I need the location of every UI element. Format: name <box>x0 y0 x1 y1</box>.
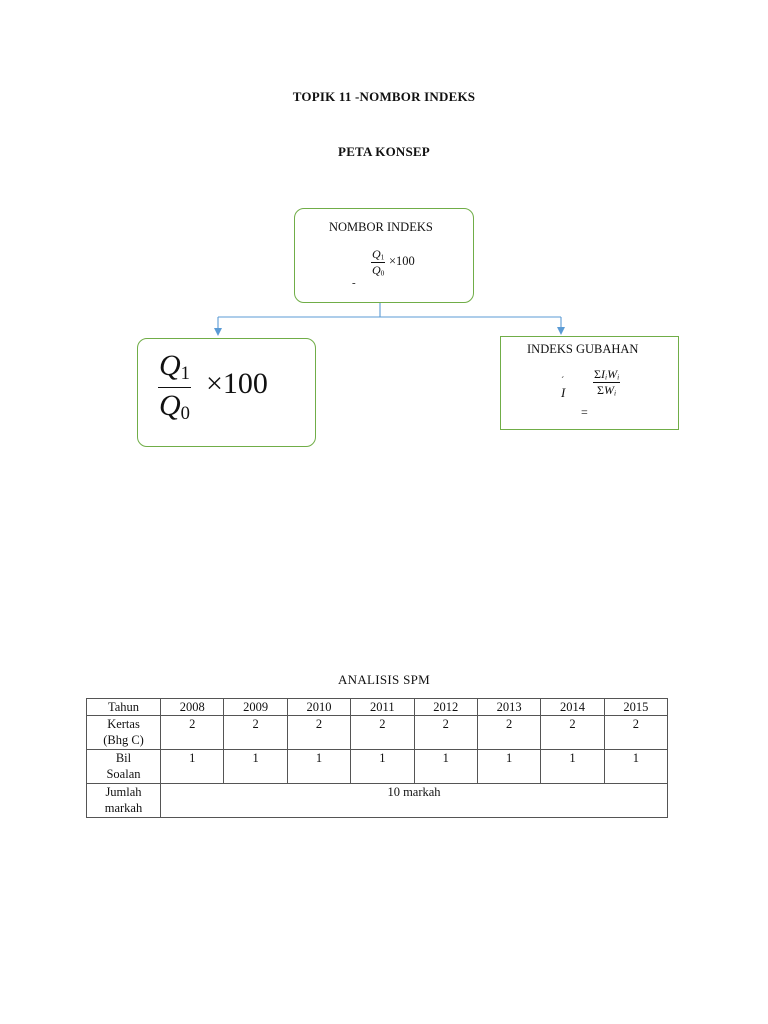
row-label-cell: Bil Soalan <box>87 750 161 784</box>
composite-index-box <box>500 336 679 430</box>
large-index-fraction <box>158 351 191 423</box>
value-cell: 2 <box>604 716 667 750</box>
accent-mark: ˊ <box>561 376 565 387</box>
value-cell: 2 <box>541 716 604 750</box>
analysis-title: ANALISIS SPM <box>337 672 431 687</box>
composite-index-symbol: I <box>561 385 566 400</box>
times-hundred: ×100 <box>389 254 415 268</box>
value-cell: 1 <box>604 750 667 784</box>
index-number-box <box>294 208 474 303</box>
equals-sign: = <box>581 405 588 419</box>
year-header-cell: 2008 <box>161 699 224 716</box>
section-title: PETA KONSEP <box>338 144 430 159</box>
row-label-cell: Kertas (Bhg C) <box>87 716 161 750</box>
table-row <box>87 750 668 784</box>
year-header-cell: 2010 <box>287 699 350 716</box>
header-cell: Tahun <box>87 699 161 716</box>
value-cell: 2 <box>351 716 414 750</box>
value-cell: 2 <box>287 716 350 750</box>
value-cell: 1 <box>414 750 477 784</box>
fraction-numerator: $Q_1$ <box>372 247 385 262</box>
year-header-cell: 2011 <box>351 699 414 716</box>
value-cell: 1 <box>161 750 224 784</box>
page-title: TOPIK 11 -NOMBOR INDEKS <box>292 89 476 104</box>
fraction-denominator: ΣWi <box>597 383 617 398</box>
table-row <box>87 716 668 750</box>
value-cell: 1 <box>351 750 414 784</box>
year-header-cell: 2015 <box>604 699 667 716</box>
value-cell: 1 <box>287 750 350 784</box>
composite-index-fraction <box>593 368 620 397</box>
simple-index-fraction <box>371 248 385 277</box>
year-header-cell: 2013 <box>477 699 540 716</box>
fraction-numerator: $Q_1$ <box>158 351 191 388</box>
value-cell: 2 <box>414 716 477 750</box>
total-marks-cell: 10 markah <box>161 784 668 818</box>
table-row <box>87 784 668 818</box>
times-hundred: ×100 <box>206 367 268 400</box>
value-cell: 2 <box>477 716 540 750</box>
value-cell: 1 <box>224 750 287 784</box>
value-cell: 1 <box>477 750 540 784</box>
value-cell: 2 <box>224 716 287 750</box>
year-header-cell: 2014 <box>541 699 604 716</box>
fraction-numerator: ΣIiWi <box>594 367 620 382</box>
fraction-denominator: $Q_0$ <box>159 388 190 424</box>
row-label-cell: Jumlah markah <box>87 784 161 818</box>
year-header-cell: 2009 <box>224 699 287 716</box>
fraction-denominator: $Q_0$ <box>372 263 385 278</box>
index-number-label: NOMBOR INDEKS <box>329 220 433 234</box>
table-header-row <box>87 699 668 716</box>
year-header-cell: 2012 <box>414 699 477 716</box>
dash-mark: - <box>352 277 356 289</box>
value-cell: 2 <box>161 716 224 750</box>
composite-index-label: INDEKS GUBAHAN <box>527 342 639 356</box>
arrow-down-icon <box>557 327 565 335</box>
value-cell: 1 <box>541 750 604 784</box>
simple-index-box <box>137 338 316 447</box>
spm-analysis-table <box>86 698 668 818</box>
arrow-down-icon <box>214 328 222 336</box>
